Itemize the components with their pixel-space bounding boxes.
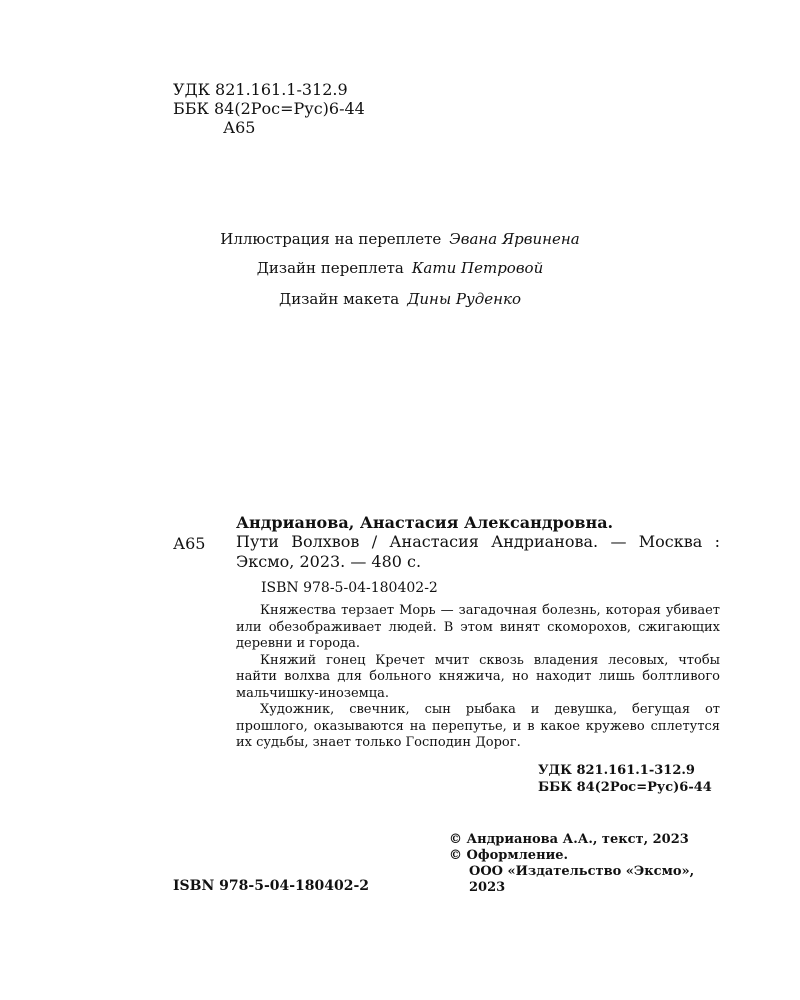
record-bibliographic: Пути Волхвов / Анастасия Андрианова. — Москва : Эксмо, 2023. — 480 с. (236, 532, 720, 571)
copyright-text: © Андрианова А.А., текст, 2023 (449, 832, 689, 847)
credit-illustration (0, 230, 800, 248)
bbk-code: ББК 84(2Рос=Рус)6-44 (173, 99, 365, 118)
record-author: Андрианова, Анастасия Александровна. (236, 513, 614, 532)
credit-name: Эвана Ярвинена (449, 230, 580, 248)
annotation (236, 603, 720, 752)
record-bbk: ББК 84(2Рос=Рус)6-44 (538, 780, 712, 795)
annotation-paragraph: Художник, свечник, сын рыбака и девушка, бегущая от прошлого, оказываются на перепутье, и в какое кружево сплетутся их судьбы, знает только Господин Дорог. (236, 702, 720, 750)
record-udk: УДК 821.161.1-312.9 (538, 763, 695, 778)
udk-code: УДК 821.161.1-312.9 (173, 80, 348, 99)
record-codes (538, 762, 712, 796)
credit-layout-design (0, 290, 800, 308)
credit-name: Кати Петровой (411, 259, 544, 277)
footer-isbn: ISBN 978-5-04-180402-2 (173, 878, 370, 894)
copyright-design: © Оформление. (449, 848, 569, 863)
record-author-mark: А65 (173, 534, 206, 553)
annotation-paragraph: Княжий гонец Кречет мчит сквозь владения лесовых, чтобы найти волхва для больного княжича, но находит лишь болтливого мальчишку-иноземца. (236, 652, 720, 701)
record-isbn: ISBN 978-5-04-180402-2 (261, 580, 438, 596)
copyright-publisher: ООО «Издательство «Эксмо», (469, 864, 695, 879)
credit-role: Иллюстрация на переплете (220, 230, 442, 248)
author-mark: А65 (223, 118, 256, 137)
credit-cover-design (0, 259, 800, 277)
credit-role: Дизайн переплета (256, 259, 404, 277)
annotation-paragraph: Княжества терзает Морь — загадочная болезнь, которая убивает или обезображивает людей. В этом винят скоморохов, сжигающих деревни и города. (236, 603, 720, 651)
credit-name: Дины Руденко (407, 290, 521, 308)
copyright-block (449, 832, 694, 896)
copyright-year: 2023 (469, 880, 506, 895)
classification-block (173, 80, 365, 137)
credit-role: Дизайн макета (279, 290, 400, 308)
